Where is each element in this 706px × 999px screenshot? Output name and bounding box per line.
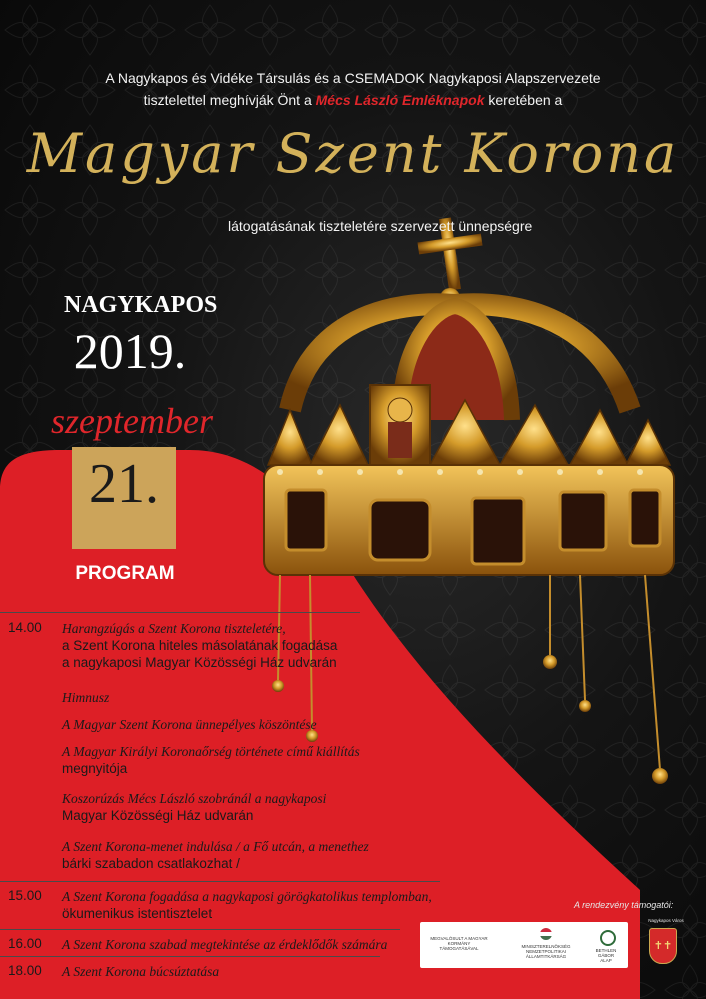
event-series-name: Mécs László Emléknapok [315,92,485,108]
schedule-item-title: Koszorúzás Mécs László szobránál a nagykaposi [62,791,327,806]
schedule-item [62,888,432,922]
bethlen-fund-logo: BETHLEN GÁBOR ALAP [595,948,617,963]
hungarian-coat-of-arms-icon [540,928,552,940]
program-heading: PROGRAM [75,563,175,584]
divider [0,929,400,930]
divider [0,956,380,957]
government-support-logo: MEGVALÓSULT A MAGYAR KORMÁNY TÁMOGATÁSÁVAL [430,936,488,951]
holy-crown-illustration [250,210,690,800]
schedule-item [62,790,326,824]
town-label: Nagykapos Város [648,918,684,923]
schedule-item [62,936,387,953]
schedule-item [62,716,317,733]
schedule-time: 14.00 [8,620,42,635]
town-crest-icon: ✝✝ [649,928,677,964]
schedule-item [62,963,219,980]
schedule-item [62,838,369,872]
schedule-item-title: A Szent Korona fogadása a nagykaposi görögkatolikus templomban, [62,889,432,904]
schedule-item-detail: megnyitója [62,761,128,776]
subtitle: látogatásának tiszteletére szervezett ünnepségre [228,218,533,234]
schedule-item-title: A Magyar Szent Korona ünnepélyes köszöntése [62,717,317,732]
ministry-logo: MINISZTERELNÖKSÉG NEMZETPOLITIKAI ÁLLAMTITKÁRSÁG [521,944,571,959]
schedule-item-title: Harangzúgás a Szent Korona tiszteletére, [62,621,286,636]
sponsors-label: A rendezvény támogatói: [574,900,674,910]
intro-line-2 [20,92,686,108]
schedule-time: 15.00 [8,888,42,903]
month: szeptember [51,401,213,441]
schedule-item-title: Himnusz [62,690,110,705]
schedule-item-detail: a Szent Korona hiteles másolatának fogadása a nagykaposi Magyar Közösségi Ház udvarán [62,638,338,670]
schedule-time: 18.00 [8,963,42,978]
city-name: NAGYKAPOS [64,292,218,318]
schedule-item-detail: Magyar Közösségi Ház udvarán [62,808,254,823]
schedule-item-title: A Szent Korona-menet indulása / a Fő utcán, a menethez [62,839,369,854]
schedule-item-title: A Magyar Királyi Koronaőrség története című kiállítás [62,744,360,759]
day: 21. [89,453,159,515]
schedule-item-title: A Szent Korona szabad megtekintése az érdeklődők számára [62,937,388,952]
sponsor-logos-panel [420,922,628,968]
schedule-item [62,689,109,706]
intro-line-2-prefix: tisztelettel meghívják Önt a [143,92,316,108]
schedule-item-title: A Szent Korona búcsúztatása [62,964,220,979]
intro-line-2-suffix: keretében a [484,92,563,108]
schedule-item-detail: bárki szabadon csatlakozhat / [62,856,240,871]
schedule-item [62,743,360,777]
schedule-time: 16.00 [8,936,42,951]
schedule-item-detail: ökumenikus istentisztelet [62,906,213,921]
bethlen-fund-emblem-icon [600,930,616,946]
divider [0,881,440,882]
schedule-item [62,620,337,671]
year: 2019. [73,323,187,379]
intro-line-1: A Nagykapos és Vidéke Társulás és a CSEMADOK Nagykaposi Alapszervezete [105,70,601,86]
divider [0,612,360,613]
main-title: Magyar Szent Korona [26,122,680,185]
